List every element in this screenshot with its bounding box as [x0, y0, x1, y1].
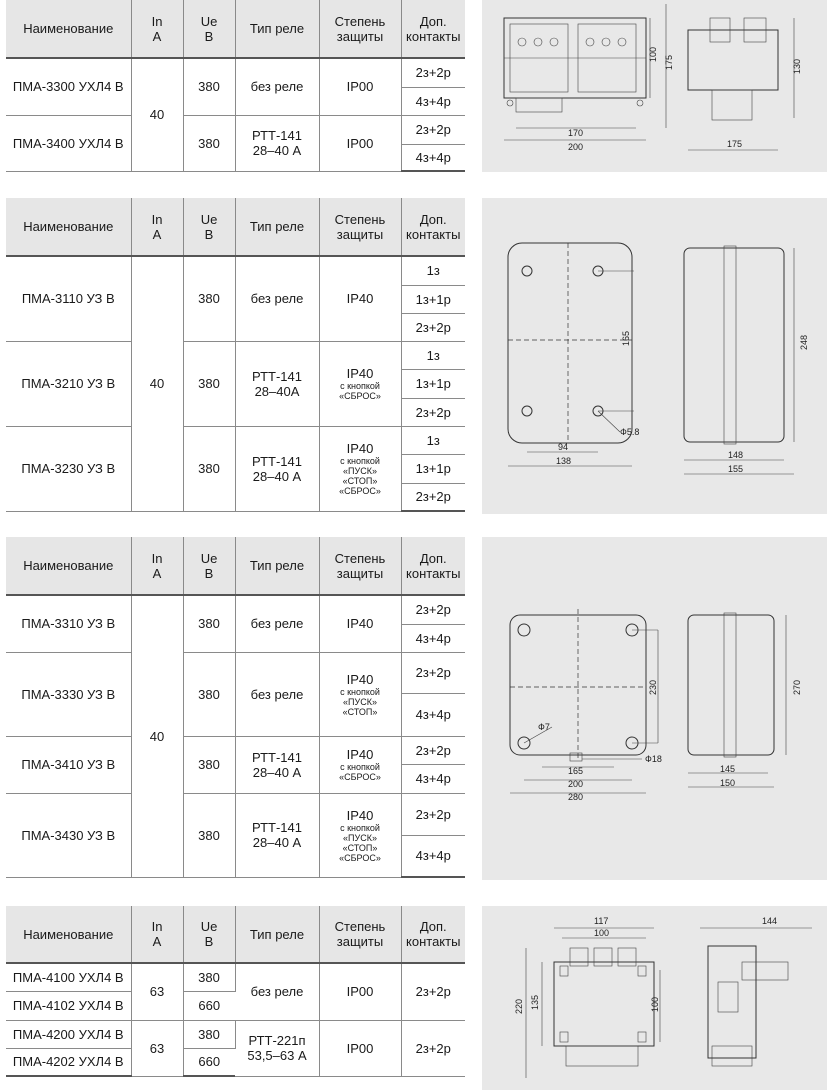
drawing-panel-pma-3310: [482, 537, 827, 880]
cell-name: ПМА-4200 УХЛ4 B: [6, 1020, 131, 1048]
dim-label: 165: [568, 766, 584, 776]
drawing-panel-pma-3300: [482, 0, 827, 172]
cell-contacts: 1з+1р: [401, 285, 465, 313]
dim-label: 200: [568, 779, 584, 789]
dim-label: 270: [792, 679, 802, 695]
table-pma-3300: [6, 0, 465, 172]
cell-name: ПМА-3430 УЗ В: [6, 793, 131, 877]
dimension-drawing: [482, 906, 827, 1090]
cell-protection: IP00: [319, 1020, 401, 1076]
cell-contacts: 2з+2р: [401, 313, 465, 341]
dim-label: 165: [621, 330, 631, 346]
dim-label: 175: [664, 54, 674, 70]
header-relay: Тип реле: [235, 198, 319, 256]
header-ue: Ue B: [183, 537, 235, 595]
cell-in: 40: [131, 58, 183, 171]
cell-ue: 380: [183, 256, 235, 341]
cell-name: ПМА-3210 УЗ В: [6, 341, 131, 426]
dim-label: 145: [720, 764, 736, 774]
cell-in: 40: [131, 595, 183, 877]
header-protection: Степень защиты: [319, 537, 401, 595]
dimension-drawing: [482, 537, 827, 880]
cell-relay: без реле: [235, 963, 319, 1020]
cell-ue: 380: [183, 1020, 235, 1048]
header-contacts: Доп. контакты: [401, 0, 465, 58]
cell-ue: 380: [183, 341, 235, 426]
drawing-panel-pma-3110: [482, 198, 827, 514]
cell-relay: РТТ-221п 53,5–63 А: [235, 1020, 319, 1076]
cell-contacts: 4з+4р: [401, 835, 465, 877]
header-ue: Ue B: [183, 0, 235, 58]
cell-contacts: 2з+2р: [401, 58, 465, 87]
header-in: In A: [131, 906, 183, 963]
cell-ue: 380: [183, 736, 235, 793]
cell-protection: IP00: [319, 963, 401, 1020]
header-relay: Тип реле: [235, 537, 319, 595]
cell-contacts: 2з+2р: [401, 652, 465, 693]
dim-label: 138: [556, 456, 572, 466]
dim-label: 230: [648, 679, 658, 695]
cell-ue: 380: [183, 595, 235, 652]
header-name: Наименование: [6, 906, 131, 963]
cell-protection: IP40 с кнопкой «СБРОС»: [319, 341, 401, 426]
cell-relay: без реле: [235, 595, 319, 652]
header-protection: Степень защиты: [319, 198, 401, 256]
cell-protection: IP00: [319, 115, 401, 171]
cell-contacts: 1з: [401, 256, 465, 285]
dim-label: 135: [530, 994, 540, 1010]
cell-contacts: 4з+4р: [401, 693, 465, 736]
cell-ue: 380: [183, 652, 235, 736]
cell-contacts: 4з+4р: [401, 144, 465, 171]
dim-label: Ф5.8: [620, 427, 640, 437]
cell-name: ПМА-4100 УХЛ4 B: [6, 963, 131, 991]
dim-label: 94: [558, 442, 569, 452]
cell-contacts: 2з+2р: [401, 398, 465, 426]
cell-protection: IP40 с кнопкой «СБРОС»: [319, 736, 401, 793]
cell-relay: РТТ-141 28–40 А: [235, 793, 319, 877]
cell-protection: IP40: [319, 256, 401, 341]
dim-label: 170: [568, 128, 584, 138]
cell-protection: IP40 с кнопкой «ПУСК» «СТОП» «СБРОС»: [319, 426, 401, 511]
dimension-drawing: [482, 0, 827, 172]
header-contacts: Доп. контакты: [401, 198, 465, 256]
cell-contacts: 2з+2р: [401, 963, 465, 1020]
header-name: Наименование: [6, 198, 131, 256]
cell-ue: 660: [183, 1048, 235, 1076]
cell-contacts: 1з+1р: [401, 369, 465, 398]
cell-name: ПМА-3230 УЗ В: [6, 426, 131, 511]
dim-label: 150: [720, 778, 736, 788]
dimension-drawing: [482, 198, 827, 514]
cell-ue: 380: [183, 115, 235, 171]
dim-label: 175: [727, 139, 743, 149]
header-name: Наименование: [6, 537, 131, 595]
cell-ue: 380: [183, 426, 235, 511]
header-contacts: Доп. контакты: [401, 906, 465, 963]
cell-relay: РТТ-141 28–40 А: [235, 736, 319, 793]
header-contacts: Доп. контакты: [401, 537, 465, 595]
cell-ue: 380: [183, 58, 235, 115]
table-pma-4100: [6, 906, 465, 1077]
header-protection: Степень защиты: [319, 0, 401, 58]
cell-protection: IP40: [319, 595, 401, 652]
cell-relay: без реле: [235, 58, 319, 115]
cell-contacts: 2з+2р: [401, 793, 465, 835]
header-in: In A: [131, 0, 183, 58]
cell-contacts: 4з+4р: [401, 764, 465, 793]
cell-protection: IP00: [319, 58, 401, 115]
dim-label: 155: [728, 464, 744, 474]
dim-label: Ф7: [538, 722, 550, 732]
table-pma-3110: [6, 198, 465, 512]
cell-ue: 380: [183, 793, 235, 877]
cell-protection: IP40 с кнопкой «ПУСК» «СТОП» «СБРОС»: [319, 793, 401, 877]
drawing-panel-pma-4100: [482, 906, 827, 1090]
cell-contacts: 2з+2р: [401, 483, 465, 511]
dim-label: 220: [514, 998, 524, 1014]
dim-label: 248: [799, 334, 809, 350]
cell-ue: 660: [183, 991, 235, 1020]
dim-label: 148: [728, 450, 744, 460]
dim-label: 100: [648, 46, 658, 62]
cell-name: ПМА-3300 УХЛ4 B: [6, 58, 131, 115]
cell-contacts: 2з+2р: [401, 736, 465, 764]
cell-in: 40: [131, 256, 183, 511]
cell-name: ПМА-3310 УЗ В: [6, 595, 131, 652]
dim-label: 100: [594, 928, 610, 938]
cell-contacts: 4з+4р: [401, 87, 465, 115]
cell-contacts: 1з: [401, 341, 465, 369]
cell-relay: РТТ-141 28–40А: [235, 341, 319, 426]
cell-in: 63: [131, 963, 183, 1020]
cell-name: ПМА-3110 УЗ В: [6, 256, 131, 341]
cell-ue: 380: [183, 963, 235, 991]
header-ue: Ue B: [183, 906, 235, 963]
cell-contacts: 2з+2р: [401, 595, 465, 624]
dim-label: 117: [594, 916, 609, 926]
cell-protection: IP40 с кнопкой «ПУСК» «СТОП»: [319, 652, 401, 736]
dim-label: 200: [568, 142, 584, 152]
cell-in: 63: [131, 1020, 183, 1076]
header-in: In A: [131, 537, 183, 595]
dim-label: 100: [650, 996, 660, 1012]
cell-relay: без реле: [235, 256, 319, 341]
header-relay: Тип реле: [235, 0, 319, 58]
cell-contacts: 1з+1р: [401, 454, 465, 483]
cell-contacts: 2з+2р: [401, 115, 465, 144]
header-ue: Ue B: [183, 198, 235, 256]
cell-contacts: 4з+4р: [401, 624, 465, 652]
cell-name: ПМА-3330 УЗ В: [6, 652, 131, 736]
cell-name: ПМА-4102 УХЛ4 B: [6, 991, 131, 1020]
dim-label: 280: [568, 792, 584, 802]
cell-relay: РТТ-141 28–40 А: [235, 426, 319, 511]
cell-relay: без реле: [235, 652, 319, 736]
cell-name: ПМА-3400 УХЛ4 B: [6, 115, 131, 171]
dim-label: 144: [762, 916, 778, 926]
header-in: In A: [131, 198, 183, 256]
table-pma-3310: [6, 537, 465, 878]
dim-label: 130: [792, 58, 802, 74]
header-name: Наименование: [6, 0, 131, 58]
cell-name: ПМА-3410 УЗ В: [6, 736, 131, 793]
dim-label: Ф18: [645, 754, 662, 764]
cell-name: ПМА-4202 УХЛ4 B: [6, 1048, 131, 1076]
header-protection: Степень защиты: [319, 906, 401, 963]
cell-contacts: 2з+2р: [401, 1020, 465, 1076]
cell-relay: РТТ-141 28–40 А: [235, 115, 319, 171]
header-relay: Тип реле: [235, 906, 319, 963]
cell-contacts: 1з: [401, 426, 465, 454]
